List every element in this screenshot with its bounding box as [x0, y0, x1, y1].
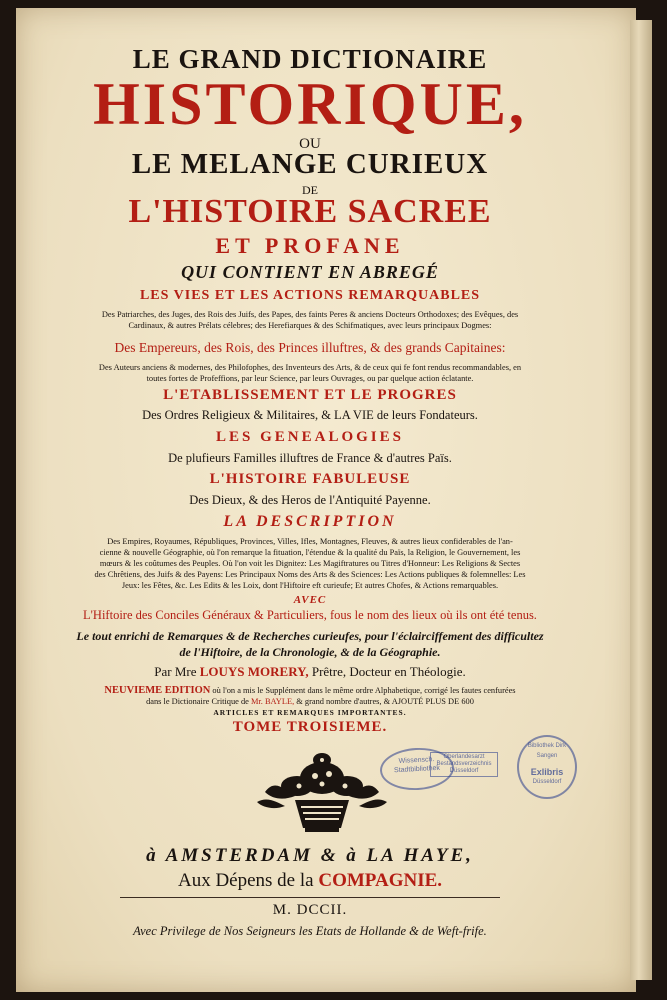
imprint-depens-prefix: Aux Dépens de la [177, 870, 319, 891]
text-desc-5: Jeux: les Fêtes, &c. Les Edits & les Loix, dont l'Hiftoire eft curieufe; Et autres Chofes, & Actions remarquables. [121, 581, 499, 590]
title-historique: HISTORIQUE, [93, 71, 527, 137]
title-et-profane: ET PROFANE [215, 233, 405, 258]
text-genealogies: De plufieurs Familles illuftres de France & d'autres Païs. [168, 451, 452, 465]
heading-fabuleuse: L'HISTOIRE FABULEUSE [209, 471, 411, 487]
imprint-rule [120, 897, 500, 898]
catalog-stamp-rect [430, 752, 498, 777]
text-auteurs-1: Des Auteurs anciens & modernes, des Philofophes, des Inventeurs des Arts, & de ceux qui fe font rendus recommandables, en [98, 363, 522, 372]
edition-line-3: ARTICLES ET REMARQUES IMPORTANTES. [213, 708, 407, 717]
catalog-stamp-text-3: Düsseldorf [449, 768, 479, 774]
text-enrichi-2: de l'Hiftoire, de la Chronologie, & de la Géographie. [179, 645, 441, 659]
text-desc-4: des Chrêtiens, des Juifs & des Payens: Les Principaux Noms des Arts & des Sciences: Les Actions publiques & folemnelles: Les [94, 570, 526, 579]
author-name: LOUYS MORERY, [199, 664, 309, 679]
text-vies-1: Des Patriarches, des Juges, des Rois des Juifs, des Papes, des faints Peres & anciens Docteurs Orthodoxes; des Evêques, des [101, 310, 519, 319]
author-line [20, 664, 600, 680]
catalog-stamp-text-1: Oberlandesarzt [443, 754, 485, 760]
text-avec: AVEC [293, 594, 327, 606]
edition-bayle: Mr. BAYLE, [250, 697, 295, 706]
exlibris-stamp-text-2: Exlibris [530, 767, 564, 777]
text-vies-2: Cardinaux, & autres Prélats célebres; des Herefiarques & des Schifmatiques, avec leurs principaux Dogmes: [128, 321, 492, 330]
exlibris-stamp-text-1: Bibliothek Dirk Sangen [527, 743, 567, 759]
tome-label: TOME TROISIEME. [232, 719, 388, 735]
text-conciles: L'Hiftoire des Conciles Généraux & Particuliers, fous le nom des lieux où ils ont été tenus. [83, 608, 537, 622]
text-enrichi-1: Le tout enrichi de Remarques & de Recherches curieufes, pour l'éclairciffement des difficultez [76, 629, 544, 643]
text-desc-3: mœurs & les coûtumes des Peuples. Où l'on voit les Dignitez: Les Magiftratures ou Titres d'Honneur: Les Religions & Sectes [99, 559, 521, 568]
title-melange: LE MELANGE CURIEUX [131, 148, 489, 180]
imprint-year: M. DCCII. [272, 902, 348, 918]
text-desc-1: Des Empires, Royaumes, Républiques, Provinces, Villes, Ifles, Montagnes, Fleuves, & autres lieux confiderables de l'an- [107, 537, 513, 546]
imprint-privilege: Avec Privilege de Nos Seigneurs les Etats de Hollande & de Weft-frife. [133, 924, 487, 938]
text-fabuleuse: Des Dieux, & des Heros de l'Antiquité Payenne. [189, 493, 431, 507]
imprint-depens [20, 870, 600, 892]
edition-text-2a: dans le Dictionaire Critique de [146, 697, 251, 706]
author-title: Prêtre, Docteur en Théologie. [308, 664, 466, 679]
title-histoire-sacree: L'HISTOIRE SACREE [128, 193, 492, 230]
page-edge [630, 20, 652, 980]
text-auteurs-2: toutes fortes de Profeffions, par leur Science, par leurs Ouvrages, ou par quelque action éclatante. [146, 374, 474, 383]
flower-basket-ornament-icon [255, 748, 389, 836]
text-etablissement: Des Ordres Religieux & Militaires, & LA VIE de leurs Fondateurs. [142, 408, 478, 422]
catalog-stamp-text-2: Bestandsverzeichnis [436, 761, 492, 767]
author-prefix: Par Mre [154, 664, 200, 679]
exlibris-stamp-text-3: Düsseldorf [532, 779, 562, 785]
heading-vies: LES VIES ET LES ACTIONS REMARQUABLES [139, 288, 481, 303]
title-line-1: LE GRAND DICTIONAIRE [132, 44, 488, 74]
exlibris-stamp-circle [517, 735, 577, 799]
library-stamp-text-2: Stadtbibliothek [393, 764, 441, 775]
heading-etablissement: L'ETABLISSEMENT ET LE PROGRES [163, 387, 457, 403]
imprint-place: à AMSTERDAM & à LA HAYE, [146, 845, 474, 866]
edition-line-2 [20, 696, 600, 707]
edition-text-1: où l'on a mis le Supplément dans le même ordre Alphabetique, corrigé les fautes cenfurées [210, 686, 516, 695]
title-de: DE [302, 183, 318, 197]
edition-line-1 [20, 685, 600, 696]
imprint-compagnie: COMPAGNIE. [318, 870, 443, 891]
edition-heading: NEUVIEME EDITION [104, 685, 211, 696]
title-qui-contient: QUI CONTIENT EN ABREGÉ [181, 262, 439, 282]
heading-description: LA DESCRIPTION [223, 513, 397, 530]
library-stamp-text-1: Wissensch. [398, 756, 435, 765]
heading-genealogies: LES GENEALOGIES [216, 429, 404, 445]
title-ou: OU [299, 136, 321, 152]
text-empereurs: Des Empereurs, des Rois, des Princes illuftres, & des grands Capitaines: [114, 340, 506, 355]
edition-text-2c: & grand nombre d'autres, & AJOUTÉ PLUS DE 600 [294, 697, 474, 706]
text-desc-2: cienne & nouvelle Géographie, où l'on remarque la fituation, l'étendue & la qualité du Païs, la Religion, le Gouvernement, les [99, 548, 521, 557]
